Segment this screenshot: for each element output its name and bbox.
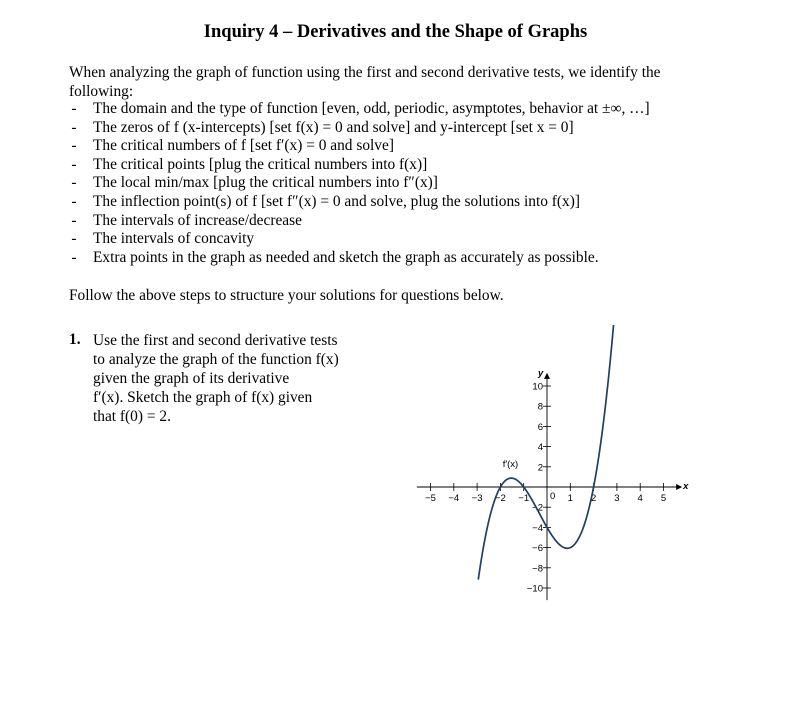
x-axis-label: x — [683, 481, 689, 492]
x-axis-arrow — [676, 484, 682, 490]
y-tick-label: 6 — [537, 421, 543, 433]
x-tick-label: 3 — [614, 493, 620, 504]
step-text: Extra points in the graph as needed and sketch the graph as accurately as possible. — [93, 248, 599, 266]
axes — [417, 373, 682, 600]
question-line: Use the first and second derivative tests — [93, 332, 338, 349]
bullet-dash: - — [71, 137, 77, 155]
question-number: 1. — [69, 331, 81, 348]
step-text: The domain and the type of function [even, odd, periodic, asymptotes, behavior at ±∞, …] — [93, 100, 650, 117]
tick-labels — [425, 382, 666, 595]
step-text: The intervals of concavity — [93, 230, 255, 248]
question-line: to analyze the graph of the function f(x) — [93, 351, 339, 368]
page-title: Inquiry 4 – Derivatives and the Shape of Graphs — [203, 22, 588, 42]
question-line: f′(x). Sketch the graph of f(x) given — [93, 389, 313, 406]
y-tick-label: −2 — [532, 502, 543, 514]
curve-label: f′(x) — [502, 458, 519, 470]
step-text: The critical numbers of f [set f′(x) = 0 and solve] — [93, 137, 394, 155]
bullet-dash: - — [71, 118, 77, 136]
y-tick-label: 2 — [537, 462, 543, 474]
x-tick-label: −4 — [448, 493, 460, 504]
step-text: The intervals of increase/decrease — [93, 211, 302, 229]
x-tick-label: 1 — [567, 493, 573, 504]
list-item — [64, 156, 724, 175]
step-text: The critical points [plug the critical numbers into f(x)] — [93, 155, 428, 173]
derivative-graph — [400, 325, 720, 635]
list-item — [64, 193, 724, 212]
bullet-dash: - — [71, 211, 77, 229]
x-tick-label: 2 — [590, 493, 597, 504]
y-axis-label: y — [538, 367, 544, 379]
x-tick-label: −1 — [518, 493, 530, 504]
step-text: The inflection point(s) of f [set f″(x) = 0 and solve, plug the solutions into f(x)] — [93, 192, 580, 210]
question-line: that f(0) = 2. — [93, 408, 171, 425]
list-item — [64, 174, 724, 193]
steps-list — [64, 100, 724, 267]
list-item — [64, 212, 724, 231]
intro-paragraph: When analyzing the graph of function using the first and second derivative tests, we identify the following: — [69, 64, 661, 100]
step-text: The local min/max [plug the critical numbers into f″(x)] — [93, 174, 438, 192]
bullet-dash: - — [71, 100, 77, 117]
list-item — [64, 137, 724, 156]
list-item — [64, 119, 724, 138]
step-text: The zeros of f (x-intercepts) [set f(x) = 0 and solve] and y-intercept [set x = 0] — [93, 118, 574, 136]
y-tick-label: −10 — [526, 583, 543, 595]
bullet-dash: - — [71, 192, 77, 210]
bullet-dash: - — [71, 155, 77, 173]
x-tick-label: 5 — [660, 493, 667, 504]
y-tick-label: 10 — [532, 381, 543, 393]
bullet-dash: - — [71, 230, 77, 248]
x-tick-label: −2 — [494, 493, 506, 504]
list-item — [64, 100, 724, 119]
x-tick-label: 4 — [637, 493, 643, 504]
question-line: given the graph of its derivative — [93, 370, 290, 387]
y-tick-label: 8 — [537, 401, 543, 413]
instruction-text: Follow the above steps to structure your solutions for questions below. — [69, 287, 504, 304]
y-tick-label: −8 — [532, 563, 543, 575]
list-item — [64, 249, 724, 268]
origin-label: 0 — [550, 491, 556, 502]
list-item — [64, 230, 724, 249]
x-tick-label: −3 — [471, 493, 483, 504]
bullet-dash: - — [71, 248, 77, 266]
y-tick-label: −6 — [532, 543, 543, 555]
y-axis-arrow — [544, 373, 550, 379]
y-tick-label: 4 — [537, 442, 543, 454]
y-tick-label: −4 — [532, 522, 543, 534]
question-text — [93, 331, 368, 426]
x-tick-label: −5 — [425, 493, 436, 504]
bullet-dash: - — [71, 174, 77, 192]
